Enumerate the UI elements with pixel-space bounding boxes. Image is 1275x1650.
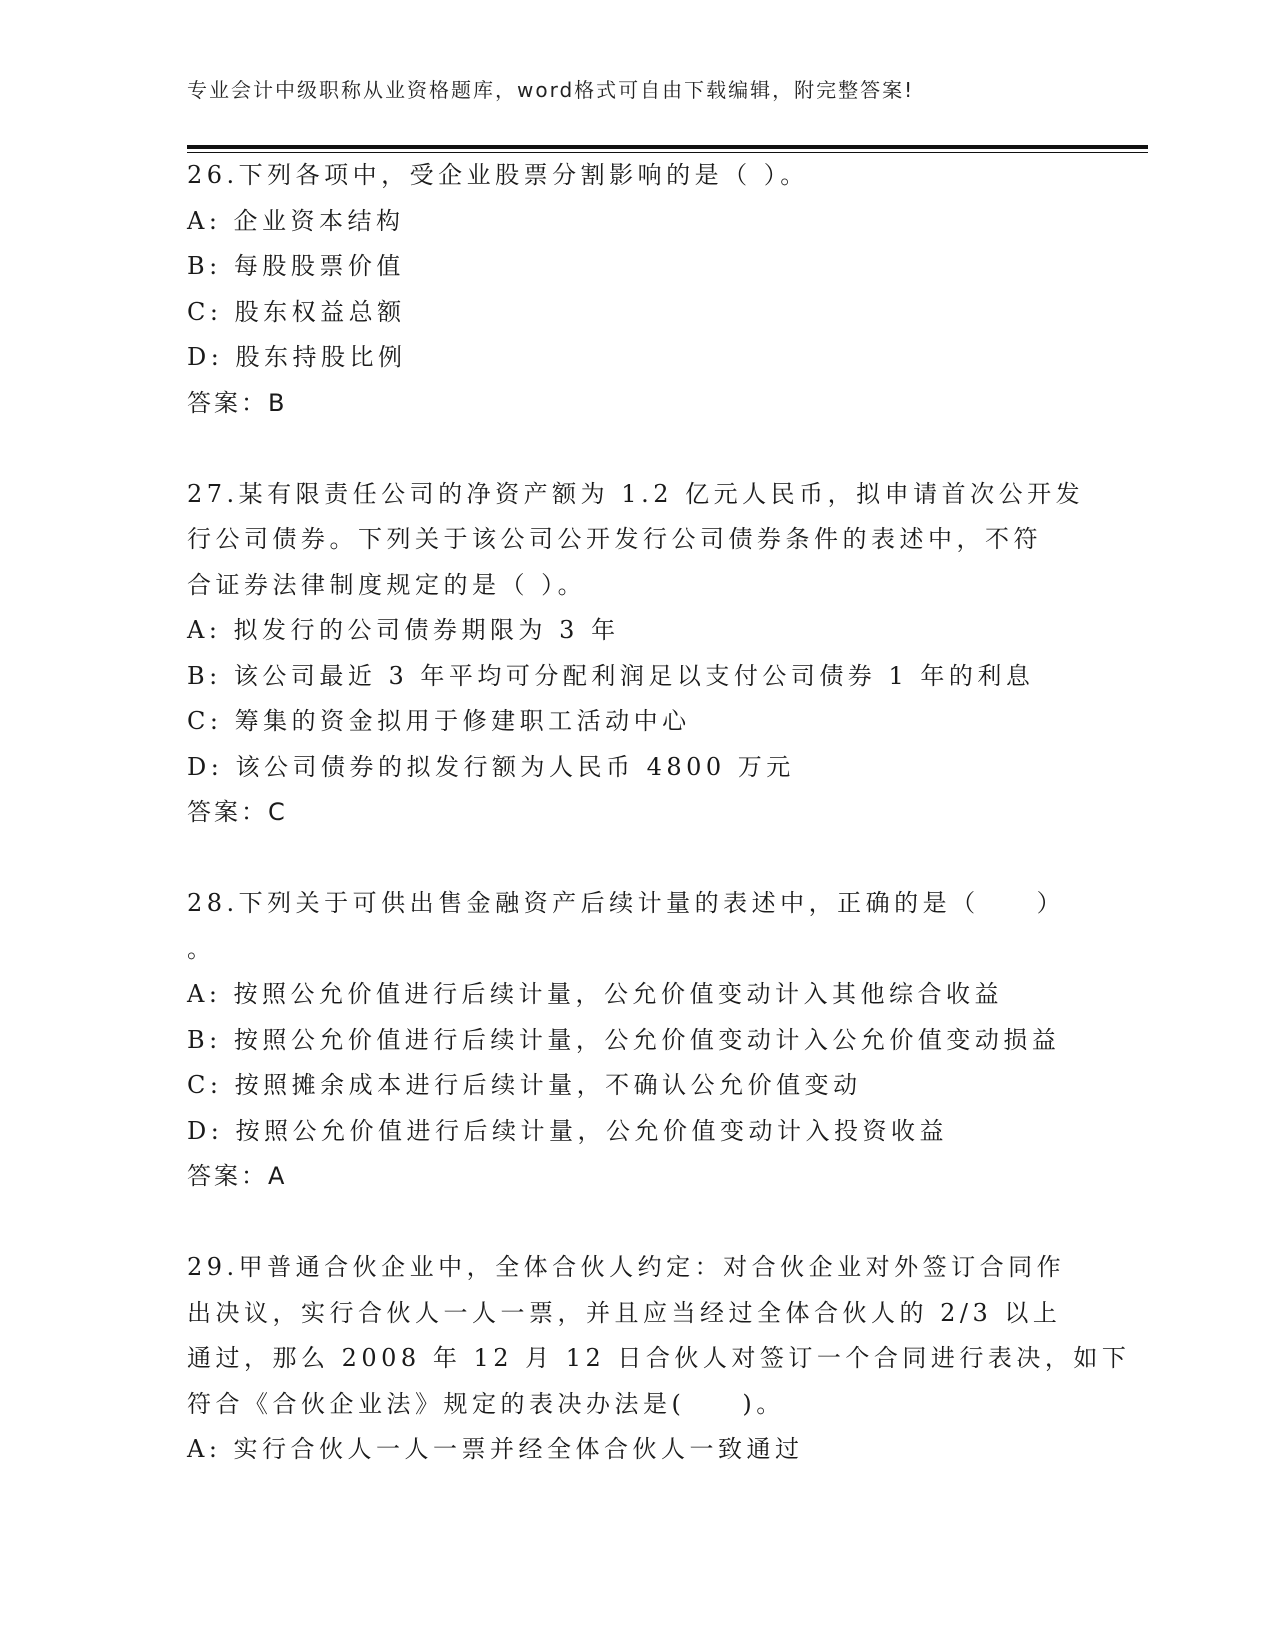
option-b: B: 按照公允价值进行后续计量，公允价值变动计入公允价值变动损益: [187, 1025, 1061, 1054]
question-stem: 合证券法律制度规定的是（ ）。: [187, 570, 587, 599]
question-28: [187, 881, 1087, 1200]
header-rule-thick: [187, 145, 1148, 149]
answer-label: 答案：B: [187, 388, 288, 417]
question-stem: 行公司债券。下列关于该公司公开发行公司债券条件的表述中，不符: [187, 525, 1042, 553]
option-c: C: 筹集的资金拟用于修建职工活动中心: [187, 707, 691, 735]
option-d: D: 该公司债券的拟发行额为人民币 4800 万元: [187, 752, 795, 781]
question-stem: 符合《合伙企业法》规定的表决办法是( )。: [187, 1389, 785, 1418]
option-a: A: 拟发行的公司债券期限为 3 年: [187, 616, 620, 644]
question-26: [187, 153, 1087, 426]
answer-label: 答案：C: [187, 798, 288, 826]
question-27: [187, 472, 1087, 836]
spacer: [187, 426, 1087, 472]
question-stem: 26.下列各项中，受企业股票分割影响的是（ ）。: [187, 161, 809, 189]
option-c: C: 按照摊余成本进行后续计量，不确认公允价值变动: [187, 1071, 862, 1099]
option-a: A: 按照公允价值进行后续计量，公允价值变动计入其他综合收益: [187, 980, 1004, 1008]
answer-label: 答案：A: [187, 1162, 288, 1190]
question-stem: 通过，那么 2008 年 12 月 12 日合伙人对签订一个合同进行表决，如下: [187, 1344, 1131, 1372]
option-b: B: 每股股票价值: [187, 252, 405, 280]
option-a: A: 实行合伙人一人一票并经全体合伙人一致通过: [187, 1435, 804, 1463]
option-a: A: 企业资本结构: [187, 206, 405, 235]
option-b: B: 该公司最近 3 年平均可分配利润足以支付公司债券 1 年的利息: [187, 661, 1035, 690]
question-stem: 。: [187, 934, 216, 963]
question-stem: 28.下列关于可供出售金融资产后续计量的表述中，正确的是（ ）: [187, 889, 1066, 917]
question-stem: 出决议，实行合伙人一人一票，并且应当经过全体合伙人的 2/3 以上: [187, 1298, 1062, 1327]
option-d: D: 按照公允价值进行后续计量，公允价值变动计入投资收益: [187, 1116, 948, 1145]
question-stem: 27.某有限责任公司的净资产额为 1.2 亿元人民币，拟申请首次公开发: [187, 479, 1085, 508]
spacer: [187, 1200, 1087, 1246]
option-d: D: 股东持股比例: [187, 343, 407, 371]
question-list: [187, 153, 1131, 1473]
page-header: 专业会计中级职称从业资格题库，word格式可自由下载编辑，附完整答案!: [187, 78, 915, 102]
question-stem: 29.甲普通合伙企业中，全体合伙人约定：对合伙企业对外签订合同作: [187, 1253, 1066, 1281]
option-c: C: 股东权益总额: [187, 297, 406, 326]
spacer: [187, 836, 1087, 882]
question-29: [187, 1245, 1131, 1473]
